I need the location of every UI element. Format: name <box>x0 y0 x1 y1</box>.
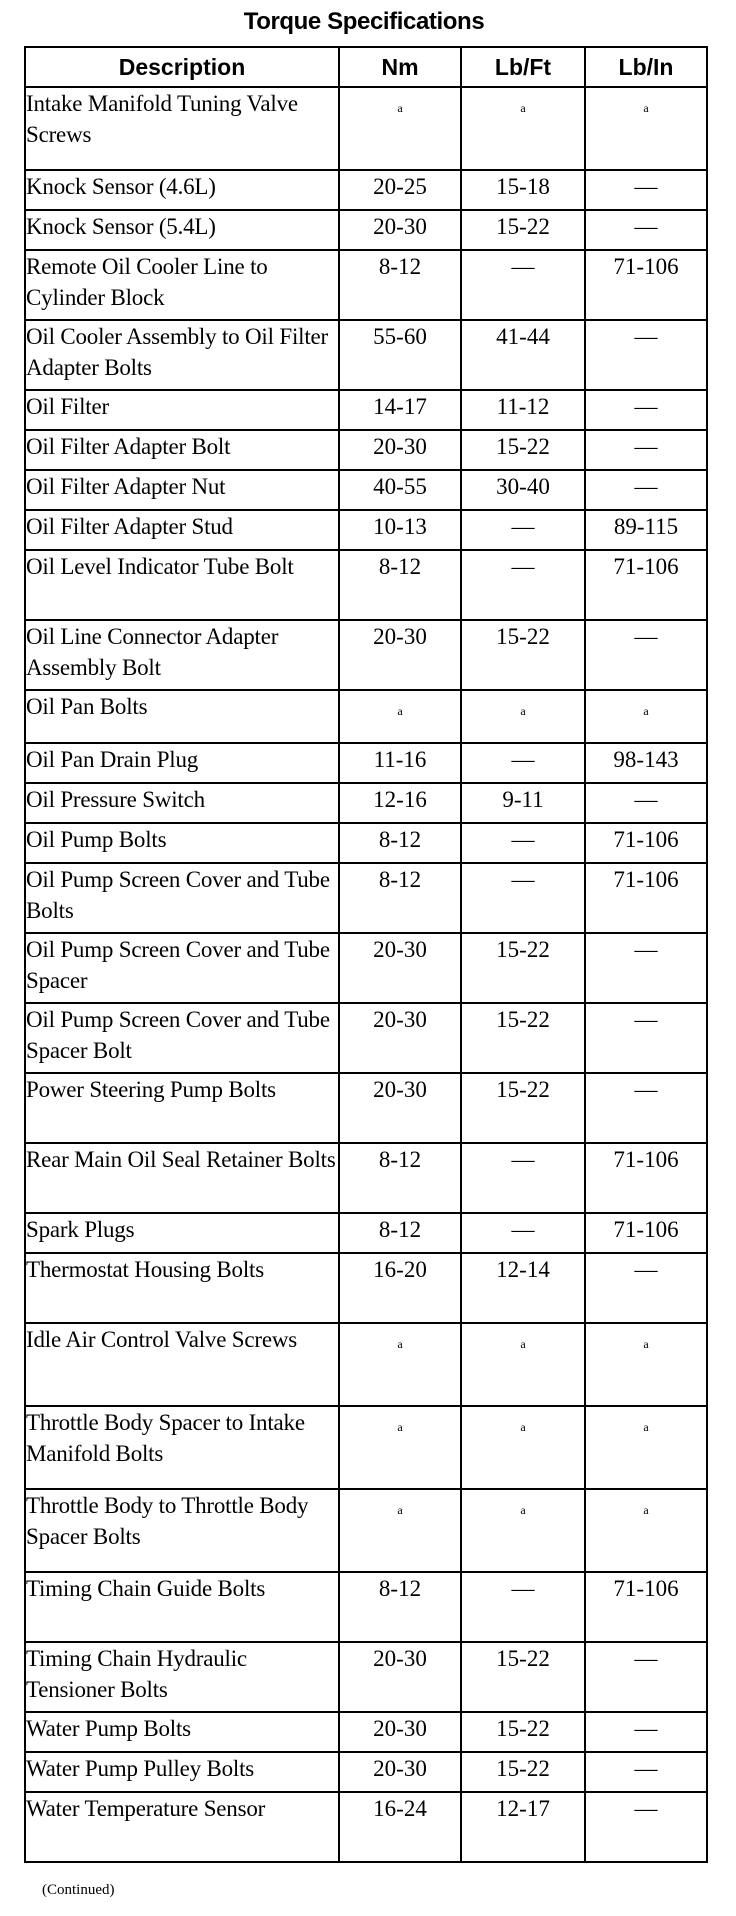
table-row <box>25 430 707 470</box>
cell-nm: 20-30 <box>339 1003 461 1073</box>
cell-description: Oil Line Connector Adapter Assembly Bolt <box>25 620 339 690</box>
column-header-lbft: Lb/Ft <box>461 47 585 87</box>
cell-nm: a <box>339 1323 461 1406</box>
cell-nm: 20-30 <box>339 1712 461 1752</box>
header-row <box>25 47 707 87</box>
table-row <box>25 1406 707 1489</box>
cell-lbin: — <box>585 620 707 690</box>
cell-lbft: — <box>461 550 585 620</box>
table-row <box>25 1213 707 1253</box>
cell-nm: 14-17 <box>339 390 461 430</box>
cell-description: Knock Sensor (4.6L) <box>25 170 339 210</box>
cell-nm: a <box>339 1489 461 1572</box>
cell-lbin: 71-106 <box>585 1572 707 1642</box>
cell-lbft: — <box>461 510 585 550</box>
cell-lbin: — <box>585 170 707 210</box>
cell-nm: 8-12 <box>339 250 461 320</box>
table-row <box>25 1712 707 1752</box>
cell-description: Oil Filter Adapter Nut <box>25 470 339 510</box>
cell-nm: 8-12 <box>339 550 461 620</box>
cell-nm: 20-25 <box>339 170 461 210</box>
cell-lbft: 15-22 <box>461 620 585 690</box>
cell-nm: a <box>339 690 461 743</box>
cell-lbin: 71-106 <box>585 1143 707 1213</box>
cell-lbin: — <box>585 320 707 390</box>
table-row <box>25 1073 707 1143</box>
cell-description: Oil Pan Bolts <box>25 690 339 743</box>
cell-lbin: a <box>585 690 707 743</box>
cell-lbft: 15-22 <box>461 430 585 470</box>
cell-lbin: 98-143 <box>585 743 707 783</box>
table-row <box>25 783 707 823</box>
continued-note: (Continued) <box>42 1882 115 1898</box>
cell-description: Intake Manifold Tuning Valve Screws <box>25 87 339 170</box>
cell-nm: 16-24 <box>339 1792 461 1862</box>
cell-lbft: a <box>461 87 585 170</box>
cell-lbin: — <box>585 430 707 470</box>
cell-lbft: 12-17 <box>461 1792 585 1862</box>
table-row <box>25 1003 707 1073</box>
cell-lbft: a <box>461 1323 585 1406</box>
cell-nm: 40-55 <box>339 470 461 510</box>
cell-lbft: — <box>461 743 585 783</box>
table-row <box>25 743 707 783</box>
cell-description: Knock Sensor (5.4L) <box>25 210 339 250</box>
column-header-nm: Nm <box>339 47 461 87</box>
cell-lbin: 71-106 <box>585 823 707 863</box>
table-row <box>25 933 707 1003</box>
cell-description: Timing Chain Hydraulic Tensioner Bolts <box>25 1642 339 1712</box>
cell-lbft: 15-18 <box>461 170 585 210</box>
cell-lbft: — <box>461 250 585 320</box>
cell-lbft: a <box>461 1406 585 1489</box>
cell-lbft: 12-14 <box>461 1253 585 1323</box>
cell-lbin: 71-106 <box>585 863 707 933</box>
cell-nm: 20-30 <box>339 620 461 690</box>
cell-description: Oil Pump Screen Cover and Tube Bolts <box>25 863 339 933</box>
table-row <box>25 1253 707 1323</box>
cell-description: Oil Filter Adapter Bolt <box>25 430 339 470</box>
table-row <box>25 1572 707 1642</box>
cell-description: Water Pump Pulley Bolts <box>25 1752 339 1792</box>
cell-lbft: a <box>461 1489 585 1572</box>
cell-nm: 8-12 <box>339 1143 461 1213</box>
cell-nm: 20-30 <box>339 430 461 470</box>
column-header-description: Description <box>25 47 339 87</box>
cell-description: Thermostat Housing Bolts <box>25 1253 339 1323</box>
cell-lbin: a <box>585 1489 707 1572</box>
page-title: Torque Specifications <box>243 8 485 35</box>
cell-lbin: — <box>585 1712 707 1752</box>
table-row <box>25 1792 707 1862</box>
cell-lbin: a <box>585 1406 707 1489</box>
cell-lbft: 15-22 <box>461 1712 585 1752</box>
cell-nm: 8-12 <box>339 823 461 863</box>
cell-nm: 10-13 <box>339 510 461 550</box>
cell-lbin: — <box>585 390 707 430</box>
cell-nm: 20-30 <box>339 1642 461 1712</box>
cell-lbin: 71-106 <box>585 250 707 320</box>
cell-nm: 20-30 <box>339 1073 461 1143</box>
cell-description: Throttle Body Spacer to Intake Manifold Bolts <box>25 1406 339 1489</box>
cell-lbft: 15-22 <box>461 1003 585 1073</box>
cell-lbft: a <box>461 690 585 743</box>
table-row <box>25 1642 707 1712</box>
cell-lbft: 15-22 <box>461 1642 585 1712</box>
cell-lbft: — <box>461 1213 585 1253</box>
cell-lbin: — <box>585 1792 707 1862</box>
cell-description: Timing Chain Guide Bolts <box>25 1572 339 1642</box>
cell-nm: 20-30 <box>339 933 461 1003</box>
cell-lbft: — <box>461 863 585 933</box>
table-row <box>25 470 707 510</box>
cell-nm: a <box>339 87 461 170</box>
table-row <box>25 1323 707 1406</box>
cell-lbft: 41-44 <box>461 320 585 390</box>
cell-description: Oil Pump Bolts <box>25 823 339 863</box>
cell-lbin: — <box>585 1003 707 1073</box>
cell-description: Oil Pump Screen Cover and Tube Spacer Bolt <box>25 1003 339 1073</box>
cell-description: Oil Pan Drain Plug <box>25 743 339 783</box>
cell-nm: 8-12 <box>339 863 461 933</box>
cell-description: Oil Cooler Assembly to Oil Filter Adapter Bolts <box>25 320 339 390</box>
cell-lbin: 71-106 <box>585 1213 707 1253</box>
table-row <box>25 250 707 320</box>
cell-lbin: — <box>585 470 707 510</box>
table-row <box>25 550 707 620</box>
table-row <box>25 320 707 390</box>
cell-lbft: 15-22 <box>461 1073 585 1143</box>
cell-lbft: 30-40 <box>461 470 585 510</box>
cell-nm: 12-16 <box>339 783 461 823</box>
cell-nm: 55-60 <box>339 320 461 390</box>
cell-description: Oil Pressure Switch <box>25 783 339 823</box>
cell-lbin: a <box>585 1323 707 1406</box>
cell-description: Water Temperature Sensor <box>25 1792 339 1862</box>
table-row <box>25 1489 707 1572</box>
table-body <box>25 87 707 1862</box>
cell-lbin: — <box>585 1642 707 1712</box>
cell-nm: 16-20 <box>339 1253 461 1323</box>
table-row <box>25 1752 707 1792</box>
table-row <box>25 510 707 550</box>
cell-lbft: 9-11 <box>461 783 585 823</box>
cell-description: Oil Filter Adapter Stud <box>25 510 339 550</box>
table-row <box>25 1143 707 1213</box>
cell-description: Oil Filter <box>25 390 339 430</box>
cell-lbft: 11-12 <box>461 390 585 430</box>
cell-nm: 20-30 <box>339 210 461 250</box>
table-row <box>25 210 707 250</box>
cell-lbft: — <box>461 1572 585 1642</box>
cell-lbin: a <box>585 87 707 170</box>
table-row <box>25 390 707 430</box>
cell-lbin: — <box>585 210 707 250</box>
cell-nm: 11-16 <box>339 743 461 783</box>
cell-lbin: — <box>585 933 707 1003</box>
cell-lbin: 71-106 <box>585 550 707 620</box>
cell-lbft: — <box>461 823 585 863</box>
cell-nm: 20-30 <box>339 1752 461 1792</box>
cell-lbft: — <box>461 1143 585 1213</box>
cell-lbin: — <box>585 1253 707 1323</box>
cell-description: Remote Oil Cooler Line to Cylinder Block <box>25 250 339 320</box>
cell-lbin: — <box>585 1073 707 1143</box>
table-row <box>25 823 707 863</box>
torque-spec-table <box>24 46 708 1863</box>
cell-description: Rear Main Oil Seal Retainer Bolts <box>25 1143 339 1213</box>
cell-description: Throttle Body to Throttle Body Spacer Bolts <box>25 1489 339 1572</box>
cell-description: Oil Pump Screen Cover and Tube Spacer <box>25 933 339 1003</box>
cell-lbft: 15-22 <box>461 210 585 250</box>
cell-description: Idle Air Control Valve Screws <box>25 1323 339 1406</box>
cell-nm: 8-12 <box>339 1572 461 1642</box>
cell-description: Spark Plugs <box>25 1213 339 1253</box>
cell-lbft: 15-22 <box>461 933 585 1003</box>
table-row <box>25 863 707 933</box>
cell-description: Power Steering Pump Bolts <box>25 1073 339 1143</box>
cell-lbin: 89-115 <box>585 510 707 550</box>
cell-lbft: 15-22 <box>461 1752 585 1792</box>
table-row <box>25 87 707 170</box>
cell-lbin: — <box>585 1752 707 1792</box>
table-row <box>25 690 707 743</box>
cell-description: Oil Level Indicator Tube Bolt <box>25 550 339 620</box>
column-header-lbin: Lb/In <box>585 47 707 87</box>
table-row <box>25 620 707 690</box>
cell-description: Water Pump Bolts <box>25 1712 339 1752</box>
table-row <box>25 170 707 210</box>
cell-nm: a <box>339 1406 461 1489</box>
cell-nm: 8-12 <box>339 1213 461 1253</box>
cell-lbin: — <box>585 783 707 823</box>
